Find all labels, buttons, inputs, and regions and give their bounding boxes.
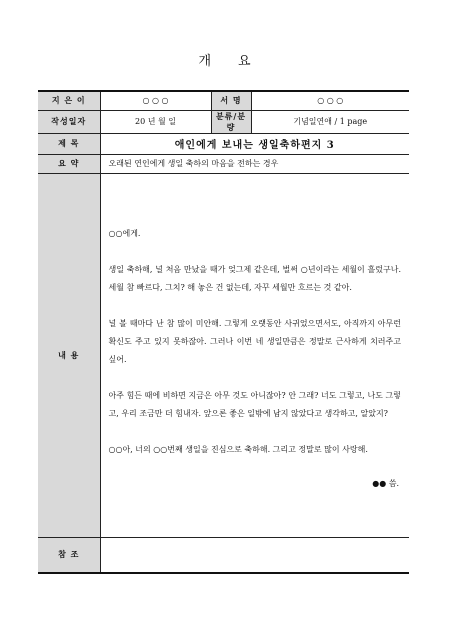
- summary-form-table: [38, 90, 409, 574]
- letter-paragraph-2: 널 볼 때마다 난 참 많이 미안해. 그렇게 오랫동안 사귀었으면서도, 아직까지 아무런 확신도 주고 있지 못하잖아. 그러나 이번 네 생일만큼은 정말로 근사하게 치러주고 싶어.: [108, 318, 401, 364]
- reference-value: [100, 537, 409, 573]
- letter-signature: ●● 씀.: [372, 478, 399, 488]
- summary-label: 요 약: [38, 154, 100, 173]
- summary-value: 오래된 연인에게 생일 축하의 마음을 전하는 경우: [100, 154, 409, 173]
- letter-greeting: ○○에게.: [108, 228, 141, 238]
- page-title: [0, 50, 450, 69]
- letter-paragraph-3: 아주 힘든 때에 비하면 지금은 아무 것도 아니잖아? 안 그래? 너도 그렇고, 나도 그렇고, 우리 조금만 더 힘내자. 앞으론 좋은 일밖에 남지 않았다고 생각하고, 알았지?: [108, 390, 401, 418]
- category-value: 기념일연애 / 1 page: [251, 110, 409, 133]
- date-row: [38, 110, 409, 133]
- author-row: [38, 91, 409, 110]
- subject-label: 제 목: [38, 133, 100, 154]
- content-label: 내 용: [38, 173, 100, 537]
- author-label: 지 은 이: [38, 91, 100, 110]
- name-label: 서 명: [211, 91, 251, 110]
- author-value: ○ ○ ○: [100, 91, 211, 110]
- subject-row: [38, 133, 409, 154]
- subject-value: 애인에게 보내는 생일축하편지 3: [100, 133, 409, 154]
- category-label: 분류/분량: [211, 110, 251, 133]
- reference-label: 참 조: [38, 537, 100, 573]
- date-value: 20 년 월 일: [100, 110, 211, 133]
- summary-row: [38, 154, 409, 173]
- reference-row: [38, 537, 409, 573]
- letter-body: [100, 173, 409, 537]
- title-part-1: 개: [198, 54, 212, 69]
- letter-paragraph-4: ○○아, 너의 ○○번째 생일을 진심으로 축하해. 그리고 정말로 많이 사랑해.: [108, 444, 368, 454]
- name-value: ○ ○ ○: [251, 91, 409, 110]
- date-label: 작성일자: [38, 110, 100, 133]
- content-row: [38, 173, 409, 537]
- letter-paragraph-1: 생일 축하해, 널 처음 만났을 때가 엊그제 같은데, 벌써 ○년이라는 세월이 흘렀구나. 세월 참 빠르다, 그치? 해 놓은 건 없는데, 자꾸 세월만 흐르는 것 같아.: [108, 264, 401, 292]
- title-part-2: 요: [238, 54, 252, 69]
